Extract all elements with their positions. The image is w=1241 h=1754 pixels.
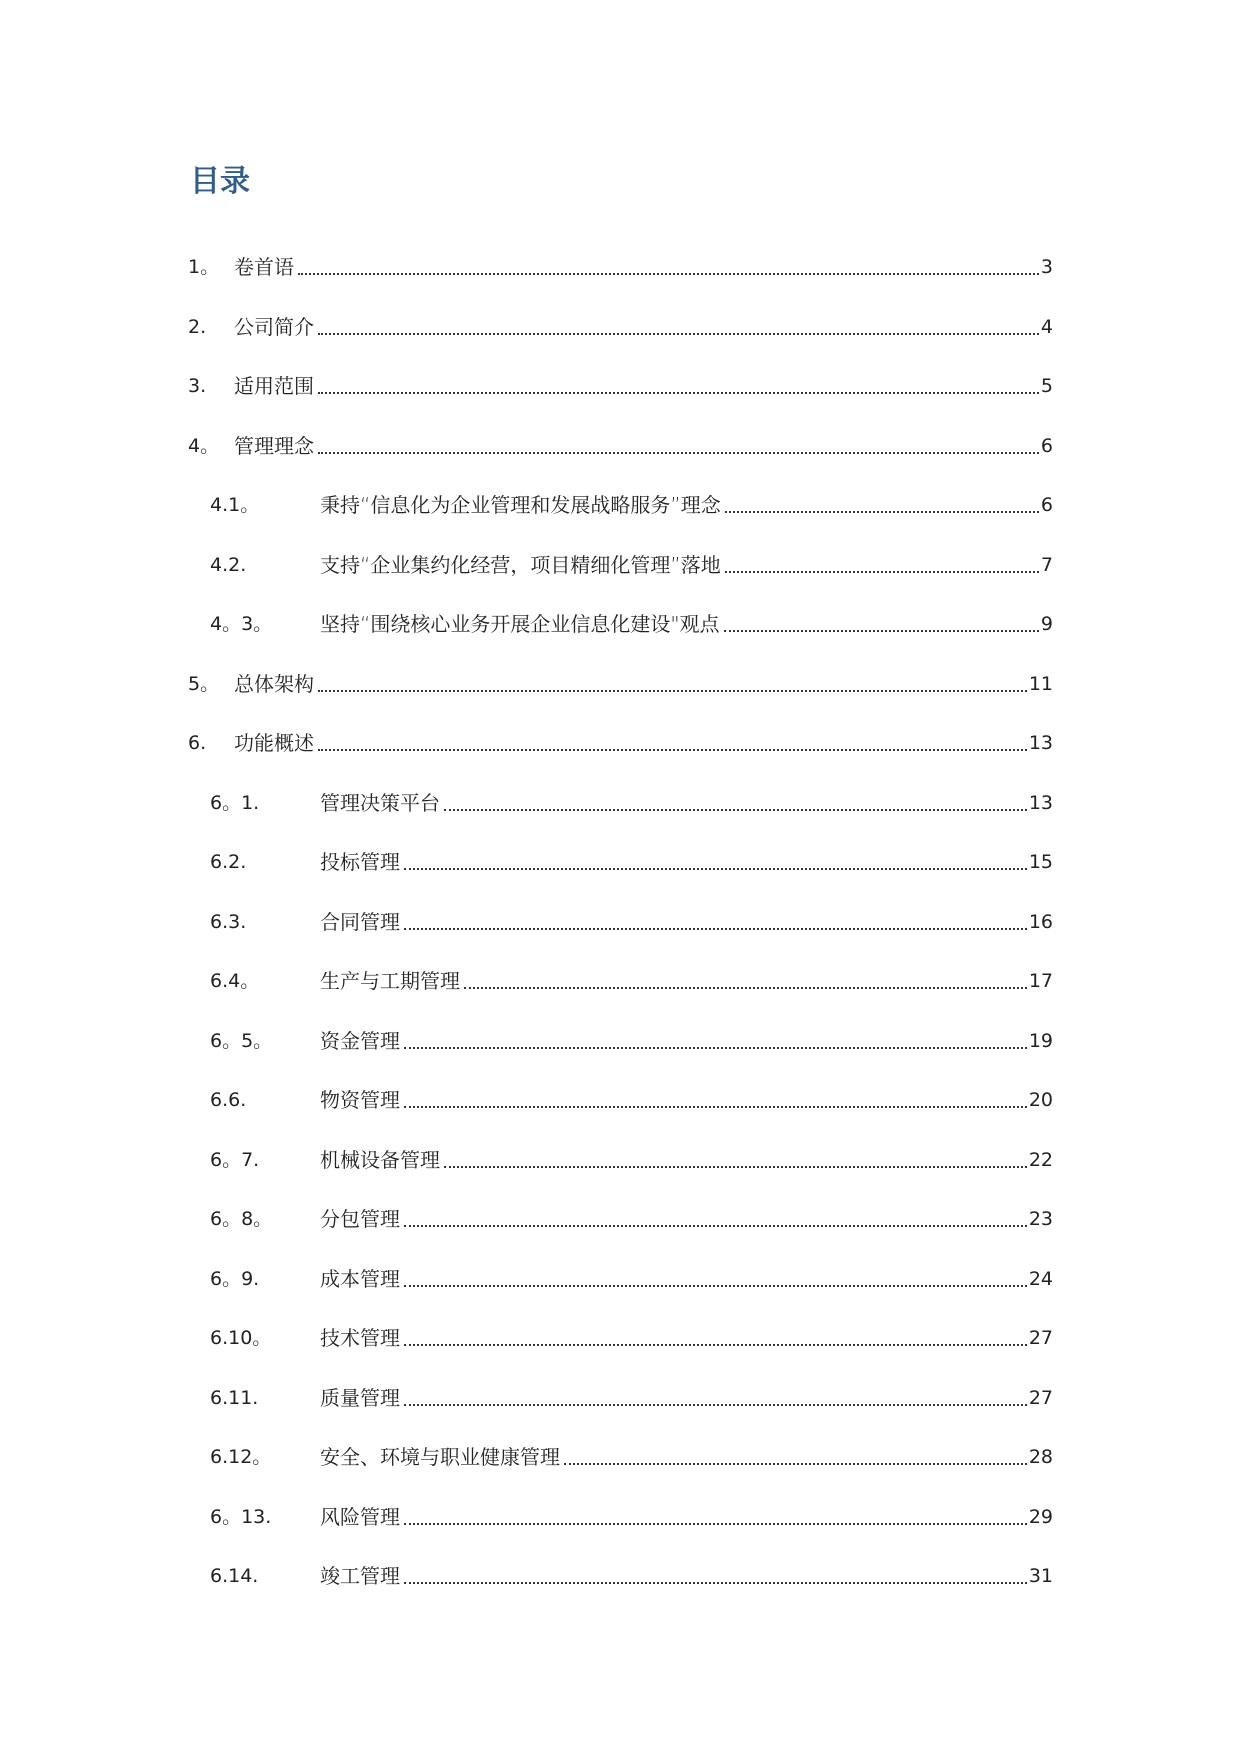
toc-dot-leader — [318, 452, 1039, 454]
toc-dot-leader — [318, 749, 1027, 751]
toc-entry-page-number: 4 — [1040, 315, 1053, 338]
toc-entry[interactable] — [0, 1081, 1241, 1141]
toc-dot-leader — [404, 928, 1027, 930]
toc-entry-number: 4.1。 — [210, 494, 260, 516]
toc-entry-title: 支持“企业集约化经营，项目精细化管理”落地 — [320, 552, 721, 577]
toc-entry-row — [0, 486, 1241, 520]
toc-entry-title: 资金管理 — [320, 1028, 400, 1053]
toc-dot-leader — [725, 571, 1039, 573]
toc-entry-number: 6.6. — [210, 1089, 247, 1111]
toc-entry-page-number: 22 — [1028, 1148, 1053, 1171]
toc-entry-title: 公司简介 — [234, 314, 314, 339]
toc-entry-row — [0, 1200, 1241, 1234]
toc-entry-number: 1。 — [188, 256, 220, 278]
toc-dot-leader — [318, 690, 1027, 692]
toc-entry[interactable] — [0, 546, 1241, 606]
toc-entry-number: 6.2. — [210, 851, 247, 873]
toc-entry-row — [0, 1141, 1241, 1175]
toc-entry-row — [0, 308, 1241, 342]
toc-entry[interactable] — [0, 724, 1241, 784]
toc-entry-row — [0, 1260, 1241, 1294]
toc-entry-title: 秉持“信息化为企业管理和发展战略服务”理念 — [320, 493, 721, 517]
toc-dot-leader — [298, 273, 1039, 275]
toc-entry-row — [0, 903, 1241, 937]
toc-entry[interactable] — [0, 427, 1241, 487]
toc-entry-page-number: 15 — [1028, 851, 1053, 873]
toc-entry-number: 4.2. — [210, 553, 247, 576]
toc-entry-number: 6。1. — [210, 791, 260, 814]
toc-entry[interactable] — [0, 1557, 1241, 1617]
toc-dot-leader — [404, 1106, 1027, 1108]
toc-entry-page-number: 29 — [1028, 1505, 1053, 1528]
toc-entry-number: 6.14. — [210, 1565, 259, 1587]
toc-entry[interactable] — [0, 1260, 1241, 1320]
toc-entry-title: 坚持“围绕核心业务开展企业信息化建设"观点 — [320, 612, 720, 636]
toc-entry-row — [0, 724, 1241, 758]
toc-entry-page-number: 13 — [1028, 732, 1053, 754]
toc-entry[interactable] — [0, 1200, 1241, 1260]
toc-entry-title: 技术管理 — [320, 1326, 400, 1350]
toc-entry-row — [0, 248, 1241, 282]
toc-entry[interactable] — [0, 962, 1241, 1022]
toc-entry-page-number: 16 — [1028, 910, 1053, 933]
toc-entry-row — [0, 546, 1241, 580]
toc-entry-number: 5。 — [188, 672, 220, 695]
toc-entry-title: 物资管理 — [320, 1088, 400, 1112]
toc-entry-number: 6. — [188, 732, 207, 754]
toc-entry-title: 质量管理 — [320, 1385, 400, 1410]
toc-entry-page-number: 27 — [1028, 1386, 1053, 1409]
toc-entry[interactable] — [0, 1319, 1241, 1379]
toc-entry-row — [0, 367, 1241, 401]
toc-entry-page-number: 20 — [1028, 1089, 1053, 1111]
toc-dot-leader — [725, 511, 1039, 513]
toc-entry-row — [0, 962, 1241, 996]
toc-entry-title: 投标管理 — [320, 850, 400, 874]
toc-entry-title: 合同管理 — [320, 909, 400, 934]
toc-dot-leader — [464, 987, 1027, 989]
toc-entry-page-number: 19 — [1028, 1029, 1053, 1052]
toc-dot-leader — [404, 1404, 1027, 1406]
toc-entry[interactable] — [0, 784, 1241, 844]
toc-entry-page-number: 6 — [1040, 494, 1053, 516]
toc-entry-title: 分包管理 — [320, 1207, 400, 1231]
toc-entry-page-number: 5 — [1040, 375, 1053, 397]
toc-dot-leader — [404, 1285, 1027, 1287]
toc-entry-row — [0, 665, 1241, 699]
toc-entry-title: 安全、环境与职业健康管理 — [320, 1445, 560, 1469]
toc-entry-page-number: 23 — [1028, 1208, 1053, 1230]
toc-entry-page-number: 11 — [1028, 672, 1053, 695]
toc-entry-row — [0, 1438, 1241, 1472]
toc-entry-title: 管理决策平台 — [320, 790, 440, 815]
toc-entry-title: 成本管理 — [320, 1266, 400, 1291]
toc-entry-row — [0, 843, 1241, 877]
toc-entry[interactable] — [0, 1498, 1241, 1558]
toc-dot-leader — [444, 1166, 1027, 1168]
toc-entry[interactable] — [0, 1022, 1241, 1082]
toc-entry[interactable] — [0, 1141, 1241, 1201]
toc-entry-page-number: 6 — [1040, 434, 1053, 457]
toc-entry-number: 6.12。 — [210, 1446, 272, 1468]
toc-entry[interactable] — [0, 486, 1241, 546]
toc-entry-title: 管理理念 — [234, 433, 314, 458]
toc-entry-title: 功能概述 — [234, 731, 314, 755]
toc-entry-number: 6.11. — [210, 1386, 259, 1409]
toc-entry-number: 6。8。 — [210, 1208, 273, 1230]
toc-entry[interactable] — [0, 248, 1241, 308]
toc-entry-number: 6.3. — [210, 910, 247, 933]
toc-entry[interactable] — [0, 665, 1241, 725]
toc-entry-row — [0, 1081, 1241, 1115]
toc-entry-row — [0, 427, 1241, 461]
toc-entry-title: 风险管理 — [320, 1504, 400, 1529]
toc-entry-row — [0, 784, 1241, 818]
toc-heading: 目录 — [190, 164, 250, 199]
toc-dot-leader — [318, 392, 1039, 394]
toc-dot-leader — [404, 1344, 1027, 1346]
toc-entry-row — [0, 1379, 1241, 1413]
toc-entry-row — [0, 605, 1241, 639]
toc-dot-leader — [564, 1463, 1027, 1465]
toc-dot-leader — [724, 630, 1039, 632]
toc-entry[interactable] — [0, 1379, 1241, 1439]
toc-entry-number: 6.10。 — [210, 1327, 272, 1349]
toc-entry-row — [0, 1498, 1241, 1532]
toc-entry-number: 6。5。 — [210, 1029, 273, 1052]
toc-dot-leader — [318, 333, 1039, 335]
toc-entry[interactable] — [0, 605, 1241, 665]
toc-entry-page-number: 31 — [1028, 1565, 1053, 1587]
toc-entry-row — [0, 1557, 1241, 1591]
toc-entry-number: 4。 — [188, 434, 220, 457]
toc-dot-leader — [404, 1225, 1027, 1227]
toc-entry-title: 适用范围 — [234, 374, 314, 398]
toc-dot-leader — [404, 868, 1027, 870]
toc-entry-row — [0, 1319, 1241, 1353]
toc-entry-row — [0, 1022, 1241, 1056]
toc-entry[interactable] — [0, 1438, 1241, 1498]
toc-entry[interactable] — [0, 367, 1241, 427]
toc-dot-leader — [404, 1582, 1027, 1584]
toc-entry-number: 6。13. — [210, 1505, 272, 1528]
toc-entry-page-number: 28 — [1028, 1446, 1053, 1468]
toc-entry-page-number: 7 — [1040, 553, 1053, 576]
toc-entry-number: 6。7. — [210, 1148, 260, 1171]
toc-entry-title: 总体架构 — [234, 671, 314, 696]
toc-entry-number: 3. — [188, 375, 207, 397]
toc-dot-leader — [404, 1523, 1027, 1525]
toc-entry[interactable] — [0, 903, 1241, 963]
toc-entry-page-number: 27 — [1028, 1327, 1053, 1349]
toc-entry-number: 4。3。 — [210, 613, 273, 635]
toc-entry-title: 卷首语 — [234, 255, 294, 279]
toc-entry[interactable] — [0, 843, 1241, 903]
toc-entry[interactable] — [0, 308, 1241, 368]
toc-dot-leader — [444, 809, 1027, 811]
toc-entry-title: 机械设备管理 — [320, 1147, 440, 1172]
toc-entry-number: 6。9. — [210, 1267, 260, 1290]
toc-list — [0, 248, 1241, 1617]
toc-entry-page-number: 3 — [1040, 256, 1053, 278]
toc-entry-number: 6.4。 — [210, 970, 260, 992]
toc-entry-page-number: 13 — [1028, 791, 1053, 814]
toc-entry-title: 生产与工期管理 — [320, 969, 460, 993]
toc-entry-page-number: 17 — [1028, 970, 1053, 992]
toc-entry-page-number: 9 — [1040, 613, 1053, 635]
toc-entry-title: 竣工管理 — [320, 1564, 400, 1588]
toc-entry-page-number: 24 — [1028, 1267, 1053, 1290]
toc-entry-number: 2. — [188, 315, 207, 338]
toc-dot-leader — [404, 1047, 1027, 1049]
